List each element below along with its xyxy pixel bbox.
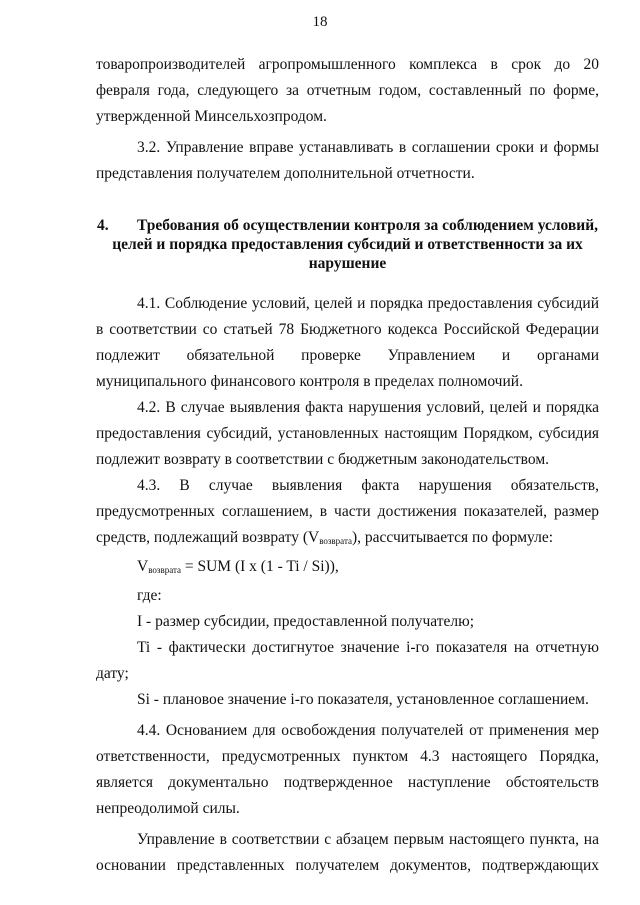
definition-i: I - размер субсидии, предоставленной получателю; xyxy=(137,613,475,630)
formula-subscript: возврата xyxy=(148,565,181,575)
formula-rest: = SUM (I x (1 - Ti / Si)), xyxy=(181,558,339,575)
paragraph-4-3-subscript: возврата xyxy=(319,536,352,546)
paragraph-4-4: 4.4. Основанием для освобождения получателей от применения мер ответственности, предусмотренных пунктом 4.3 настоящего Порядка, является документально подтвержденное наступление обстоятельств непреодолимой силы. xyxy=(96,722,599,817)
section-4-heading xyxy=(96,216,599,273)
paragraph-4-3-text-b: ), рассчитывается по формуле: xyxy=(351,529,553,546)
document-body xyxy=(96,52,599,879)
paragraph-4-1: 4.1. Соблюдение условий, целей и порядка предоставления субсидий в соответствии со статьей 78 Бюджетного кодекса Российской Федерации подлежит обязательной проверке Управлением и органами муниципального финансового контроля в пределах полномочий. xyxy=(96,295,599,390)
paragraph-continuation: товаропроизводителей агропромышленного комплекса в срок до 20 февраля года, следующего за отчетным годом, составленный по форме, утвержденной Минсельхозпродом. xyxy=(96,56,599,125)
paragraph-4-3-text-a: 4.3. В случае выявления факта нарушения обязательств, предусмотренных соглашением, в части достижения показателей, размер средств, подлежащий возврату (V xyxy=(96,477,599,546)
paragraph-last: Управление в соответствии с абзацем первым настоящего пункта, на основании представленных получателем документов, подтверждающих xyxy=(96,831,599,874)
paragraph-3-2: 3.2. Управление вправе устанавливать в соглашении сроки и формы представления получателем дополнительной отчетности. xyxy=(96,139,599,182)
section-4-title: Требования об осуществлении контроля за соблюдением условий, целей и порядка предоставления субсидий и ответственности за их нарушение xyxy=(112,217,599,272)
formula-v: V xyxy=(137,558,149,575)
definition-ti: Ti - фактически достигнутое значение i-го показателя на отчетную дату; xyxy=(96,639,599,682)
formula-where: где: xyxy=(137,587,162,604)
section-4-number: 4. xyxy=(96,217,109,234)
definition-si: Si - плановое значение i-го показателя, установленное соглашением. xyxy=(137,691,589,708)
paragraph-4-3 xyxy=(96,473,599,554)
page-number: 18 xyxy=(312,14,328,30)
paragraph-4-2: 4.2. В случае выявления факта нарушения условий, целей и порядка предоставления субсидий, установленных настоящим Порядком, субсидия подлежит возврату в соответствии с бюджетным законодательством. xyxy=(96,399,599,468)
formula xyxy=(96,554,599,583)
